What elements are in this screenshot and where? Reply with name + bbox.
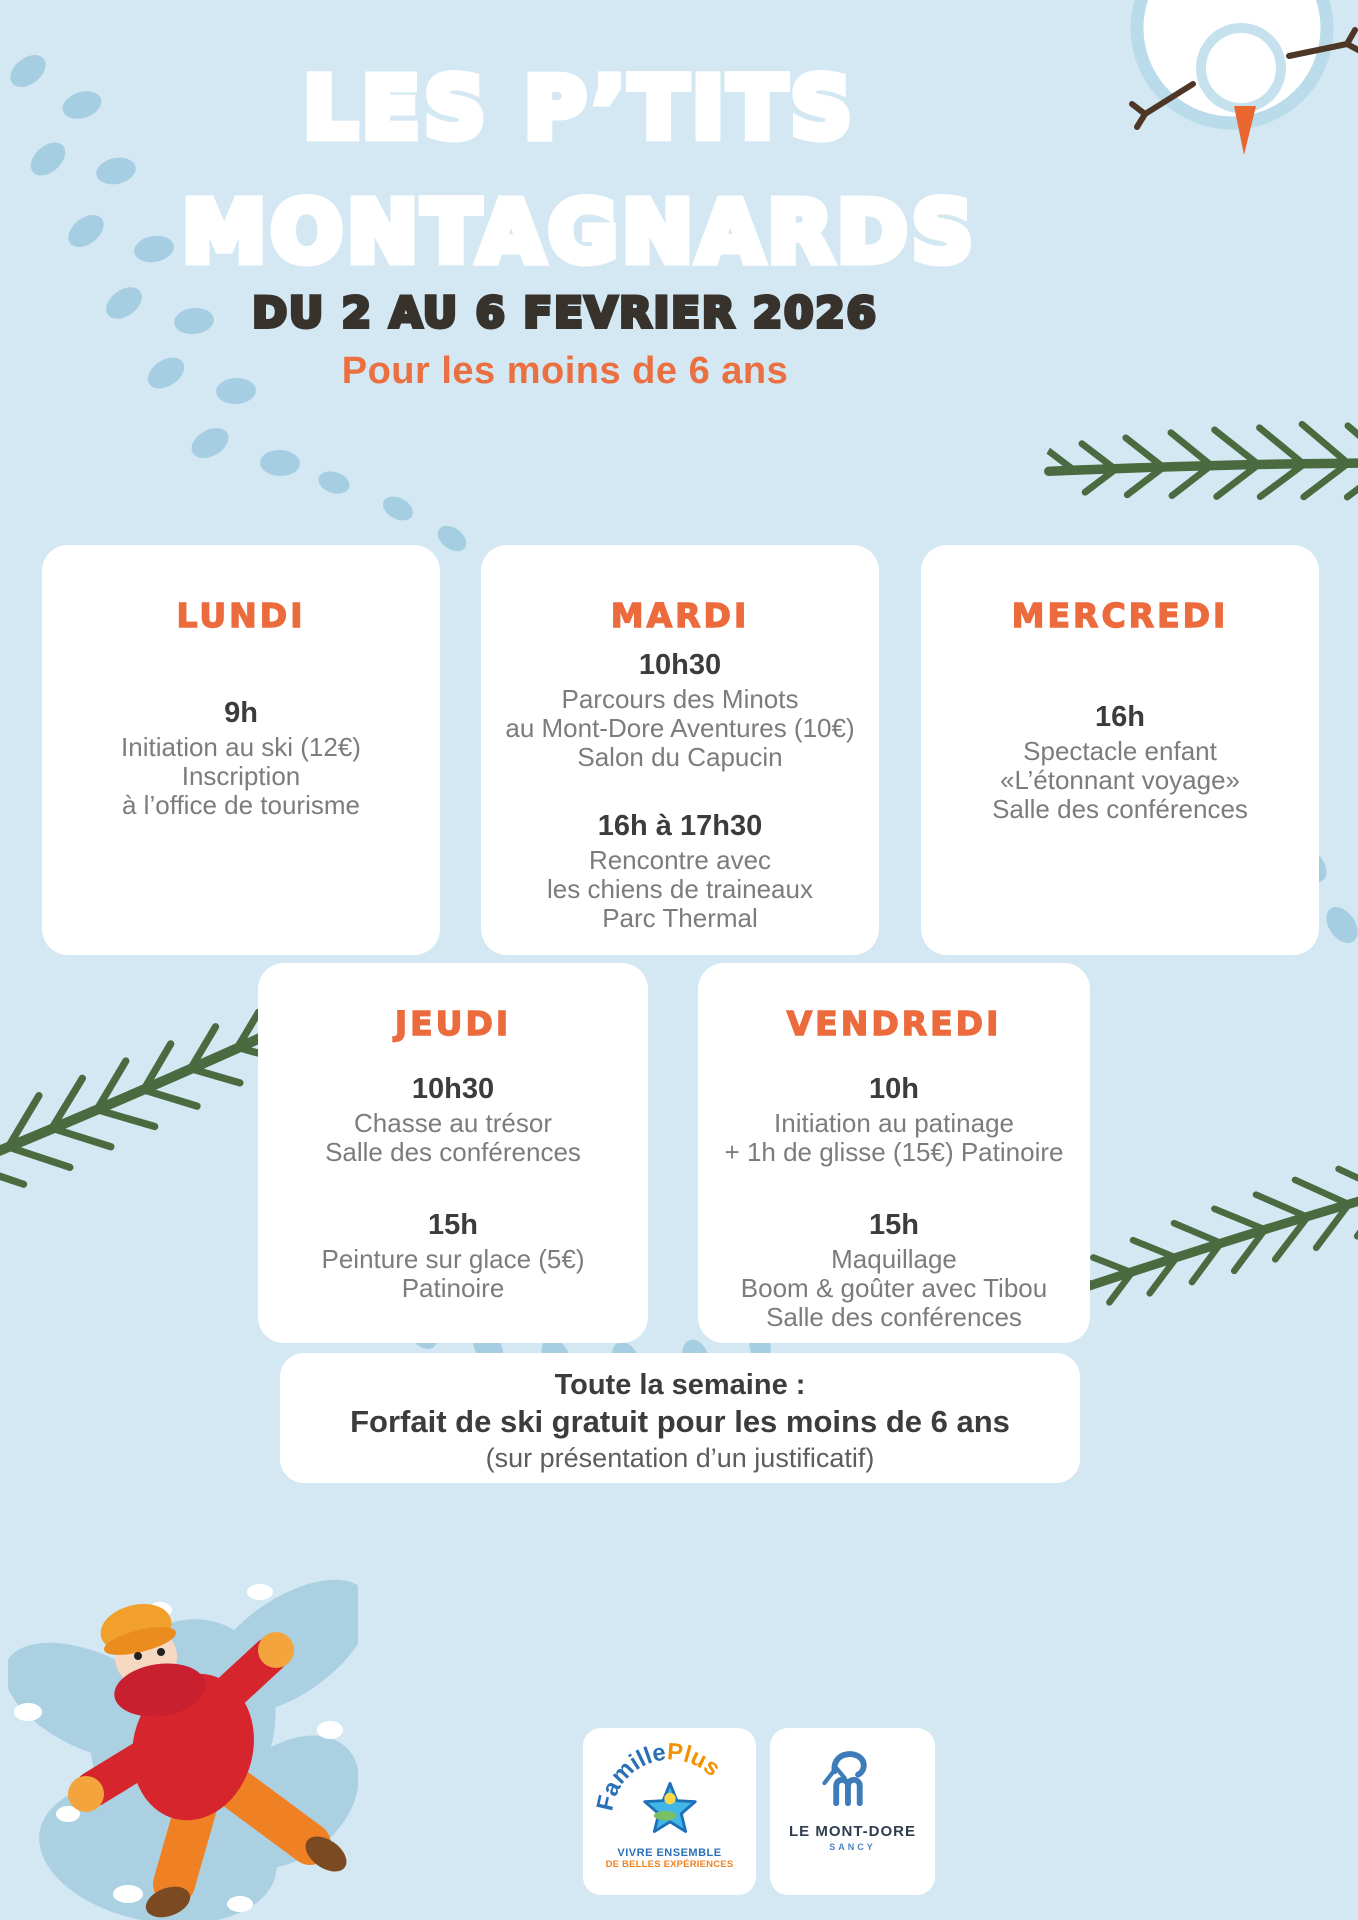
poster-title [0, 46, 1160, 294]
banner-line-2: Forfait de ski gratuit pour les moins de 6 ans [350, 1404, 1010, 1439]
day-title: VENDREDI [786, 1004, 1002, 1043]
famille-plus-logo-icon [595, 1734, 745, 1846]
event-line: Parc Thermal [602, 903, 758, 933]
footprint-shape [186, 422, 234, 465]
event [270, 1071, 636, 1167]
event-time: 9h [224, 697, 258, 729]
title-line-1: LES P’TITS [303, 59, 857, 157]
pine-branch-icon [1054, 1093, 1358, 1394]
day-title: LUNDI [176, 596, 306, 635]
footprint-shape [433, 521, 471, 557]
event-time: 10h30 [638, 649, 722, 681]
event-time: 15h [428, 1209, 478, 1241]
title-line-2: MONTAGNARDS [182, 183, 978, 281]
banner-line-3: (sur présentation d’un justificatif) [485, 1443, 875, 1473]
event-line: Salle des conférences [992, 794, 1248, 824]
event-line: Salon du Capucin [577, 742, 783, 772]
event-line: «L’étonnant voyage» [1000, 765, 1240, 795]
banner-line-1: Toute la semaine : [554, 1369, 806, 1401]
event-line: Chasse au trésor [354, 1108, 552, 1138]
mont-dore-logo-icon [811, 1742, 895, 1814]
mont-dore-name: LE MONT-DORE [789, 1823, 916, 1840]
famille-plus-logo [583, 1728, 756, 1895]
mont-dore-sub: SANCY [829, 1842, 876, 1852]
event-time: 15h [869, 1209, 919, 1241]
event-line: Rencontre avec [588, 845, 772, 875]
event [493, 808, 867, 933]
footprint-shape [379, 492, 417, 526]
famille-plus-tagline-1: VIVRE ENSEMBLE [617, 1847, 722, 1859]
event-time: 16h à 17h30 [597, 810, 763, 842]
famille-plus-tagline-2: DE BELLES EXPÉRIENCES [605, 1859, 734, 1870]
event-line: + 1h de glisse (15€) Patinoire [724, 1137, 1064, 1167]
event-line: Spectacle enfant [1023, 736, 1217, 766]
event-line: Maquillage [831, 1244, 957, 1274]
day-card-mardi [481, 545, 879, 955]
event-line: Parcours des Minots [561, 684, 799, 714]
footprint-shape [316, 468, 353, 498]
event [710, 1071, 1078, 1167]
event-line: Peinture sur glace (5€) [321, 1244, 585, 1274]
event-line: Boom & goûter avec Tibou [740, 1273, 1048, 1303]
event [54, 695, 428, 820]
day-card-vendredi [698, 963, 1090, 1343]
event-line: Initiation au ski (12€) [121, 732, 361, 762]
day-card-lundi [42, 545, 440, 955]
event-line: les chiens de traineaux [547, 874, 813, 904]
event-line: Inscription [181, 761, 301, 791]
day-card-jeudi [258, 963, 648, 1343]
audience-subtitle: Pour les moins de 6 ans [341, 350, 789, 392]
footprint-shape [260, 449, 301, 476]
event [933, 699, 1307, 824]
event-time: 16h [1095, 701, 1145, 733]
snow-angel-child-illustration [8, 1552, 358, 1920]
event-line: Initiation au patinage [774, 1108, 1014, 1138]
event-line: Patinoire [401, 1273, 505, 1303]
event-line: Salle des conférences [325, 1137, 581, 1167]
day-card-mercredi [921, 545, 1319, 955]
event-line: à l’office de tourisme [122, 790, 360, 820]
event [270, 1207, 636, 1303]
mont-dore-logo [770, 1728, 935, 1895]
day-title: MARDI [610, 596, 750, 635]
event-line: Salle des conférences [766, 1302, 1022, 1332]
event [710, 1207, 1078, 1332]
footprint-shape [1320, 901, 1358, 949]
event-line: au Mont-Dore Aventures (10€) [505, 713, 855, 743]
day-title: JEUDI [394, 1004, 512, 1043]
event-time: 10h [869, 1073, 919, 1105]
day-title: MERCREDI [1011, 596, 1229, 635]
date-range: DU 2 AU 6 FEVRIER 2026 [252, 288, 878, 337]
event-time: 10h30 [411, 1073, 495, 1105]
svg-text:FamillePlus: FamillePlus [594, 1739, 725, 1814]
week-banner [280, 1353, 1080, 1483]
event [493, 647, 867, 772]
